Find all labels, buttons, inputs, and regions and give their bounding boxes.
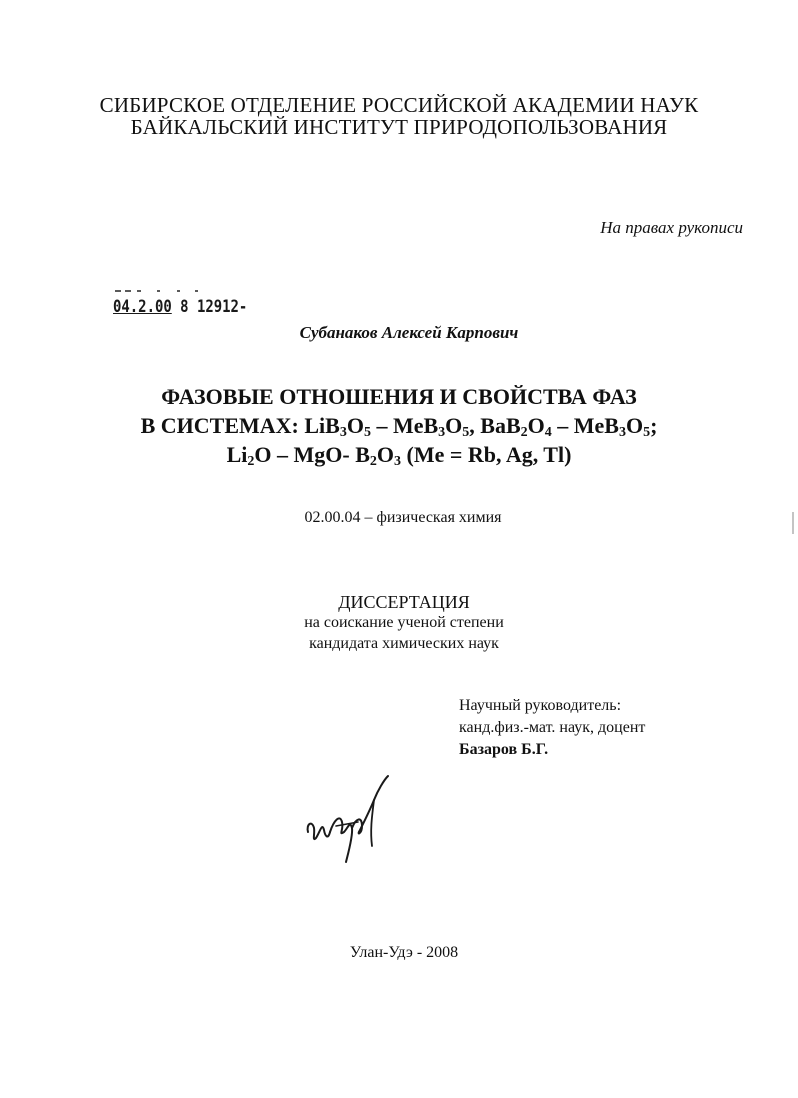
formula-meb3o5-2: $MeB_3O_5$: [573, 413, 651, 440]
title-line-2: В СИСТЕМАХ: $LiB_3O_5 - MeB_3O_5$, $BaB_2O_4 - MeB_3O_5$;: [140, 413, 658, 440]
dissertation-degree-line: на соискание ученой степени: [304, 614, 504, 631]
rights-note: На правах рукописи: [600, 218, 743, 237]
stamp-date: 04.2.00: [113, 297, 172, 317]
author-name: Субанаков Алексей Карпович: [299, 323, 519, 342]
organization-line-2: БАЙКАЛЬСКИЙ ИНСТИТУТ ПРИРОДОПОЛЬЗОВАНИЯ: [130, 115, 668, 139]
scan-edge-mark-icon: [790, 510, 796, 536]
formula-lib3o5: $LiB_3O_5$: [304, 413, 371, 440]
stamp-number: 8 12912: [180, 297, 239, 317]
formula-mgo: MgO: [293, 442, 343, 467]
formula-meb3o5: $MeB_3O_5$: [392, 413, 470, 440]
stamp-ticks-icon: [113, 286, 213, 294]
organization-line-1: СИБИРСКОЕ ОТДЕЛЕНИЕ РОССИЙСКОЙ АКАДЕМИИ НАУК: [99, 93, 699, 117]
dissertation-field-line: кандидата химических наук: [309, 635, 499, 652]
specialty-code: 02.00.04 – физическая химия: [304, 509, 502, 526]
supervisor-degree: канд.физ.-мат. наук, доцент: [459, 719, 646, 736]
title-line-2-prefix: В СИСТЕМАХ:: [140, 413, 305, 438]
handwritten-signature-icon: [300, 770, 410, 870]
title-line-3-suffix: (Me = Rb, Ag, Tl): [401, 442, 572, 467]
formula-b2o3: $B_2O_3$: [355, 442, 402, 469]
supervisor-label: Научный руководитель:: [459, 697, 622, 714]
formula-li2o: $Li_2O$: [226, 442, 272, 469]
formula-bab2o4: $BaB_2O_4$: [480, 413, 552, 440]
title-line-1: ФАЗОВЫЕ ОТНОШЕНИЯ И СВОЙСТВА ФАЗ: [161, 384, 637, 409]
title-line-3: $Li_2O - MgO-$ $B_2O_3$ (Me = Rb, Ag, Tl): [226, 442, 572, 469]
city-year: Улан-Удэ - 2008: [349, 944, 459, 961]
dissertation-heading: ДИССЕРТАЦИЯ: [338, 592, 470, 612]
supervisor-name: Базаров Б.Г.: [459, 741, 549, 758]
archive-stamp: 04.2.00 8 12912-: [113, 297, 248, 317]
